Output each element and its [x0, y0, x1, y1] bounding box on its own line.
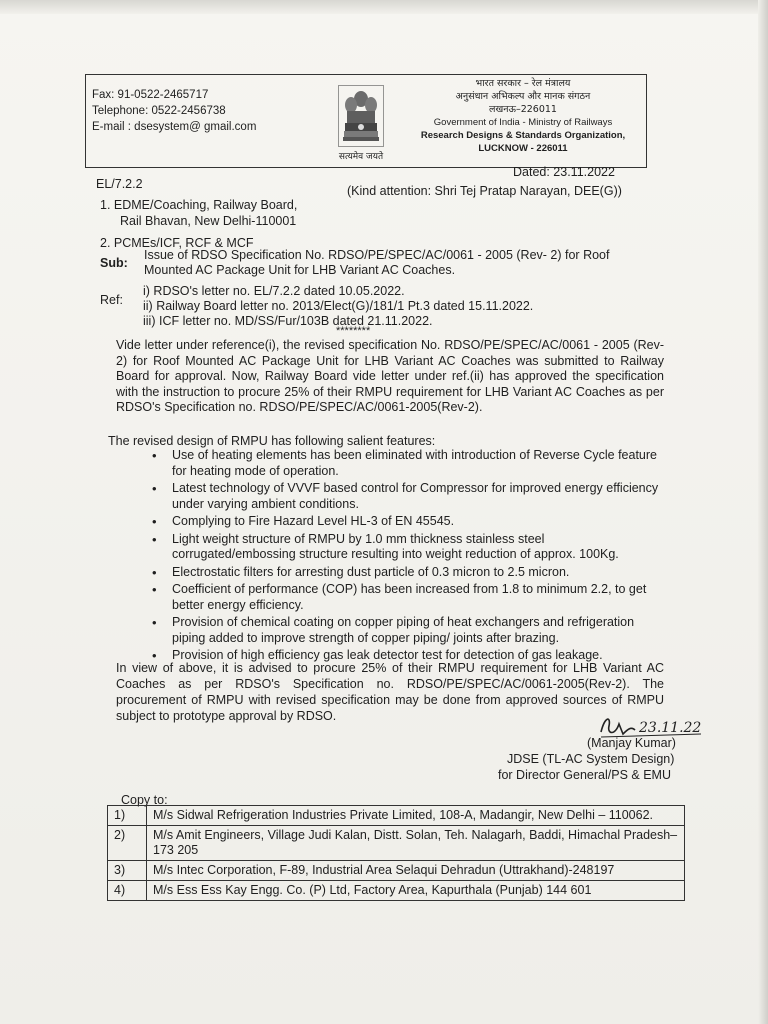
fax-number: Fax: 91-0522-2465717: [92, 89, 209, 101]
email-address: E-mail : dsesystem@ gmail.com: [92, 121, 257, 133]
telephone-number: Telephone: 0522-2456738: [92, 105, 226, 117]
reference-2: ii) Railway Board letter no. 2013/Elect(G)/181/1 Pt.3 dated 15.11.2022.: [143, 299, 534, 313]
reference-1: i) RDSO's letter no. EL/7.2.2 dated 10.05.2022.: [143, 284, 405, 298]
org-english-line-3: LUCKNOW - 226011: [478, 143, 568, 154]
org-hindi-line-3: लखनऊ–226011: [489, 104, 557, 115]
separator-stars: ********: [336, 325, 371, 337]
copy-row-number: 3): [108, 861, 147, 881]
copy-row-number: 1): [108, 806, 147, 826]
org-hindi-line-2: अनुसंधान अभिकल्प और मानक संगठन: [455, 91, 591, 102]
emblem-motto: सत्यमेव जयते: [338, 152, 384, 162]
feature-item: • Provision of high efficiency gas leak detector test for detection of gas leakage.: [148, 648, 660, 664]
table-row: [108, 861, 685, 881]
signatory-title: JDSE (TL-AC System Design): [507, 752, 675, 766]
features-intro: The revised design of RMPU has following salient features:: [108, 434, 436, 448]
scan-edge-top: [0, 0, 768, 14]
copy-row-recipient: M/s Ess Ess Kay Engg. Co. (P) Ltd, Factory Area, Kapurthala (Punjab) 144 601: [147, 881, 685, 901]
letterhead: [85, 74, 647, 168]
copy-row-number: 2): [108, 826, 147, 861]
copy-row-recipient: M/s Sidwal Refrigeration Industries Private Limited, 108-A, Madangir, New Delhi – 110062.: [147, 806, 685, 826]
body-paragraph-2: In view of above, it is advised to procure 25% of their RMPU requirement for LHB Variant AC Coaches as per RDSO's Specification no. RDSO/PE/SPEC/AC/0061-2005(Rev-2). The procurement of RMPU with revised specification may be done from approved sources of RMPU subject to prototype approval by RDSO.: [116, 661, 664, 723]
table-row: [108, 881, 685, 901]
addressee-1-line-1: 1. EDME/Coaching, Railway Board,: [100, 198, 298, 212]
feature-item: • Complying to Fire Hazard Level HL-3 of EN 45545.: [148, 514, 660, 530]
subject-text: Issue of RDSO Specification No. RDSO/PE/SPEC/AC/0061 - 2005 (Rev- 2) for Roof Mounted AC Package Unit for LHB Variant AC Coaches.: [144, 248, 610, 277]
feature-item: • Latest technology of VVVF based control for Compressor for improved energy efficiency under varying ambient conditions.: [148, 481, 660, 512]
copy-row-number: 4): [108, 881, 147, 901]
lion-capital-icon: [338, 85, 384, 147]
contact-block: [92, 87, 307, 135]
organization-block: [404, 77, 642, 155]
reference-3: iii) ICF letter no. MD/SS/Fur/103B dated 21.11.2022.: [143, 314, 433, 328]
addressee-2: 2. PCMEs/ICF, RCF & MCF: [100, 236, 254, 250]
feature-item: • Light weight structure of RMPU by 1.0 mm thickness stainless steel corrugated/embossing structure resulting into weight reduction of approx. 100Kg.: [148, 532, 660, 563]
kind-attention: (Kind attention: Shri Tej Pratap Narayan, DEE(G)): [347, 184, 622, 198]
copy-to-label: Copy to:: [121, 793, 168, 807]
feature-item: • Use of heating elements has been eliminated with introduction of Reverse Cycle feature for heating mode of operation.: [148, 448, 660, 479]
signature-date: 23.11.22: [639, 720, 702, 736]
body-paragraph-1: Vide letter under reference(i), the revised specification No. RDSO/PE/SPEC/AC/0061 - 2005 (Rev- 2) for Roof Mounted AC Package Unit for LHB Variant AC Coaches was submitted to Railway Board for approval. Now, Railway Board vide letter under ref.(ii) has approved the specification with the instruction to procure 25% of their RMPU requirement for LHB Variant AC Coaches as per RDSO's Specification no. RDSO/PE/SPEC/AC/0061-2005(Rev-2).: [116, 338, 664, 414]
table-row: [108, 806, 685, 826]
table-row: [108, 826, 685, 861]
signatory-for-line: for Director General/PS & EMU: [498, 768, 671, 782]
copy-to-table: [107, 805, 685, 901]
feature-item: • Electrostatic filters for arresting dust particle of 0.3 micron to 2.5 micron.: [148, 565, 660, 581]
scan-edge-right: [758, 0, 768, 1024]
org-english-line-1: Government of India - Ministry of Railways: [433, 117, 613, 128]
letter-reference-number: EL/7.2.2: [96, 177, 143, 191]
feature-item: • Coefficient of performance (COP) has been increased from 1.8 to minimum 2.2, to get better energy efficiency.: [148, 582, 660, 613]
feature-item: • Provision of chemical coating on copper piping of heat exchangers and refrigeration piping added to improve strength of copper piping/ joints after brazing.: [148, 615, 660, 646]
copy-row-recipient: M/s Intec Corporation, F-89, Industrial Area Selaqui Dehradun (Uttrakhand)-248197: [147, 861, 685, 881]
org-hindi-line-1: भारत सरकार – रेल मंत्रालय: [475, 78, 571, 89]
letter-date: Dated: 23.11.2022: [513, 165, 615, 179]
national-emblem: [326, 85, 396, 165]
copy-row-recipient: M/s Amit Engineers, Village Judi Kalan, Distt. Solan, Teh. Nalagarh, Baddi, Himachal Pradesh–173 205: [147, 826, 685, 861]
subject-label: Sub:: [100, 256, 128, 270]
features-list: [148, 448, 660, 666]
signatory-name: (Manjay Kumar): [587, 736, 676, 750]
addressee-1-line-2: Rail Bhavan, New Delhi-110001: [120, 214, 297, 228]
reference-label: Ref:: [100, 293, 123, 307]
org-english-line-2: Research Designs & Standards Organization,: [420, 130, 626, 141]
